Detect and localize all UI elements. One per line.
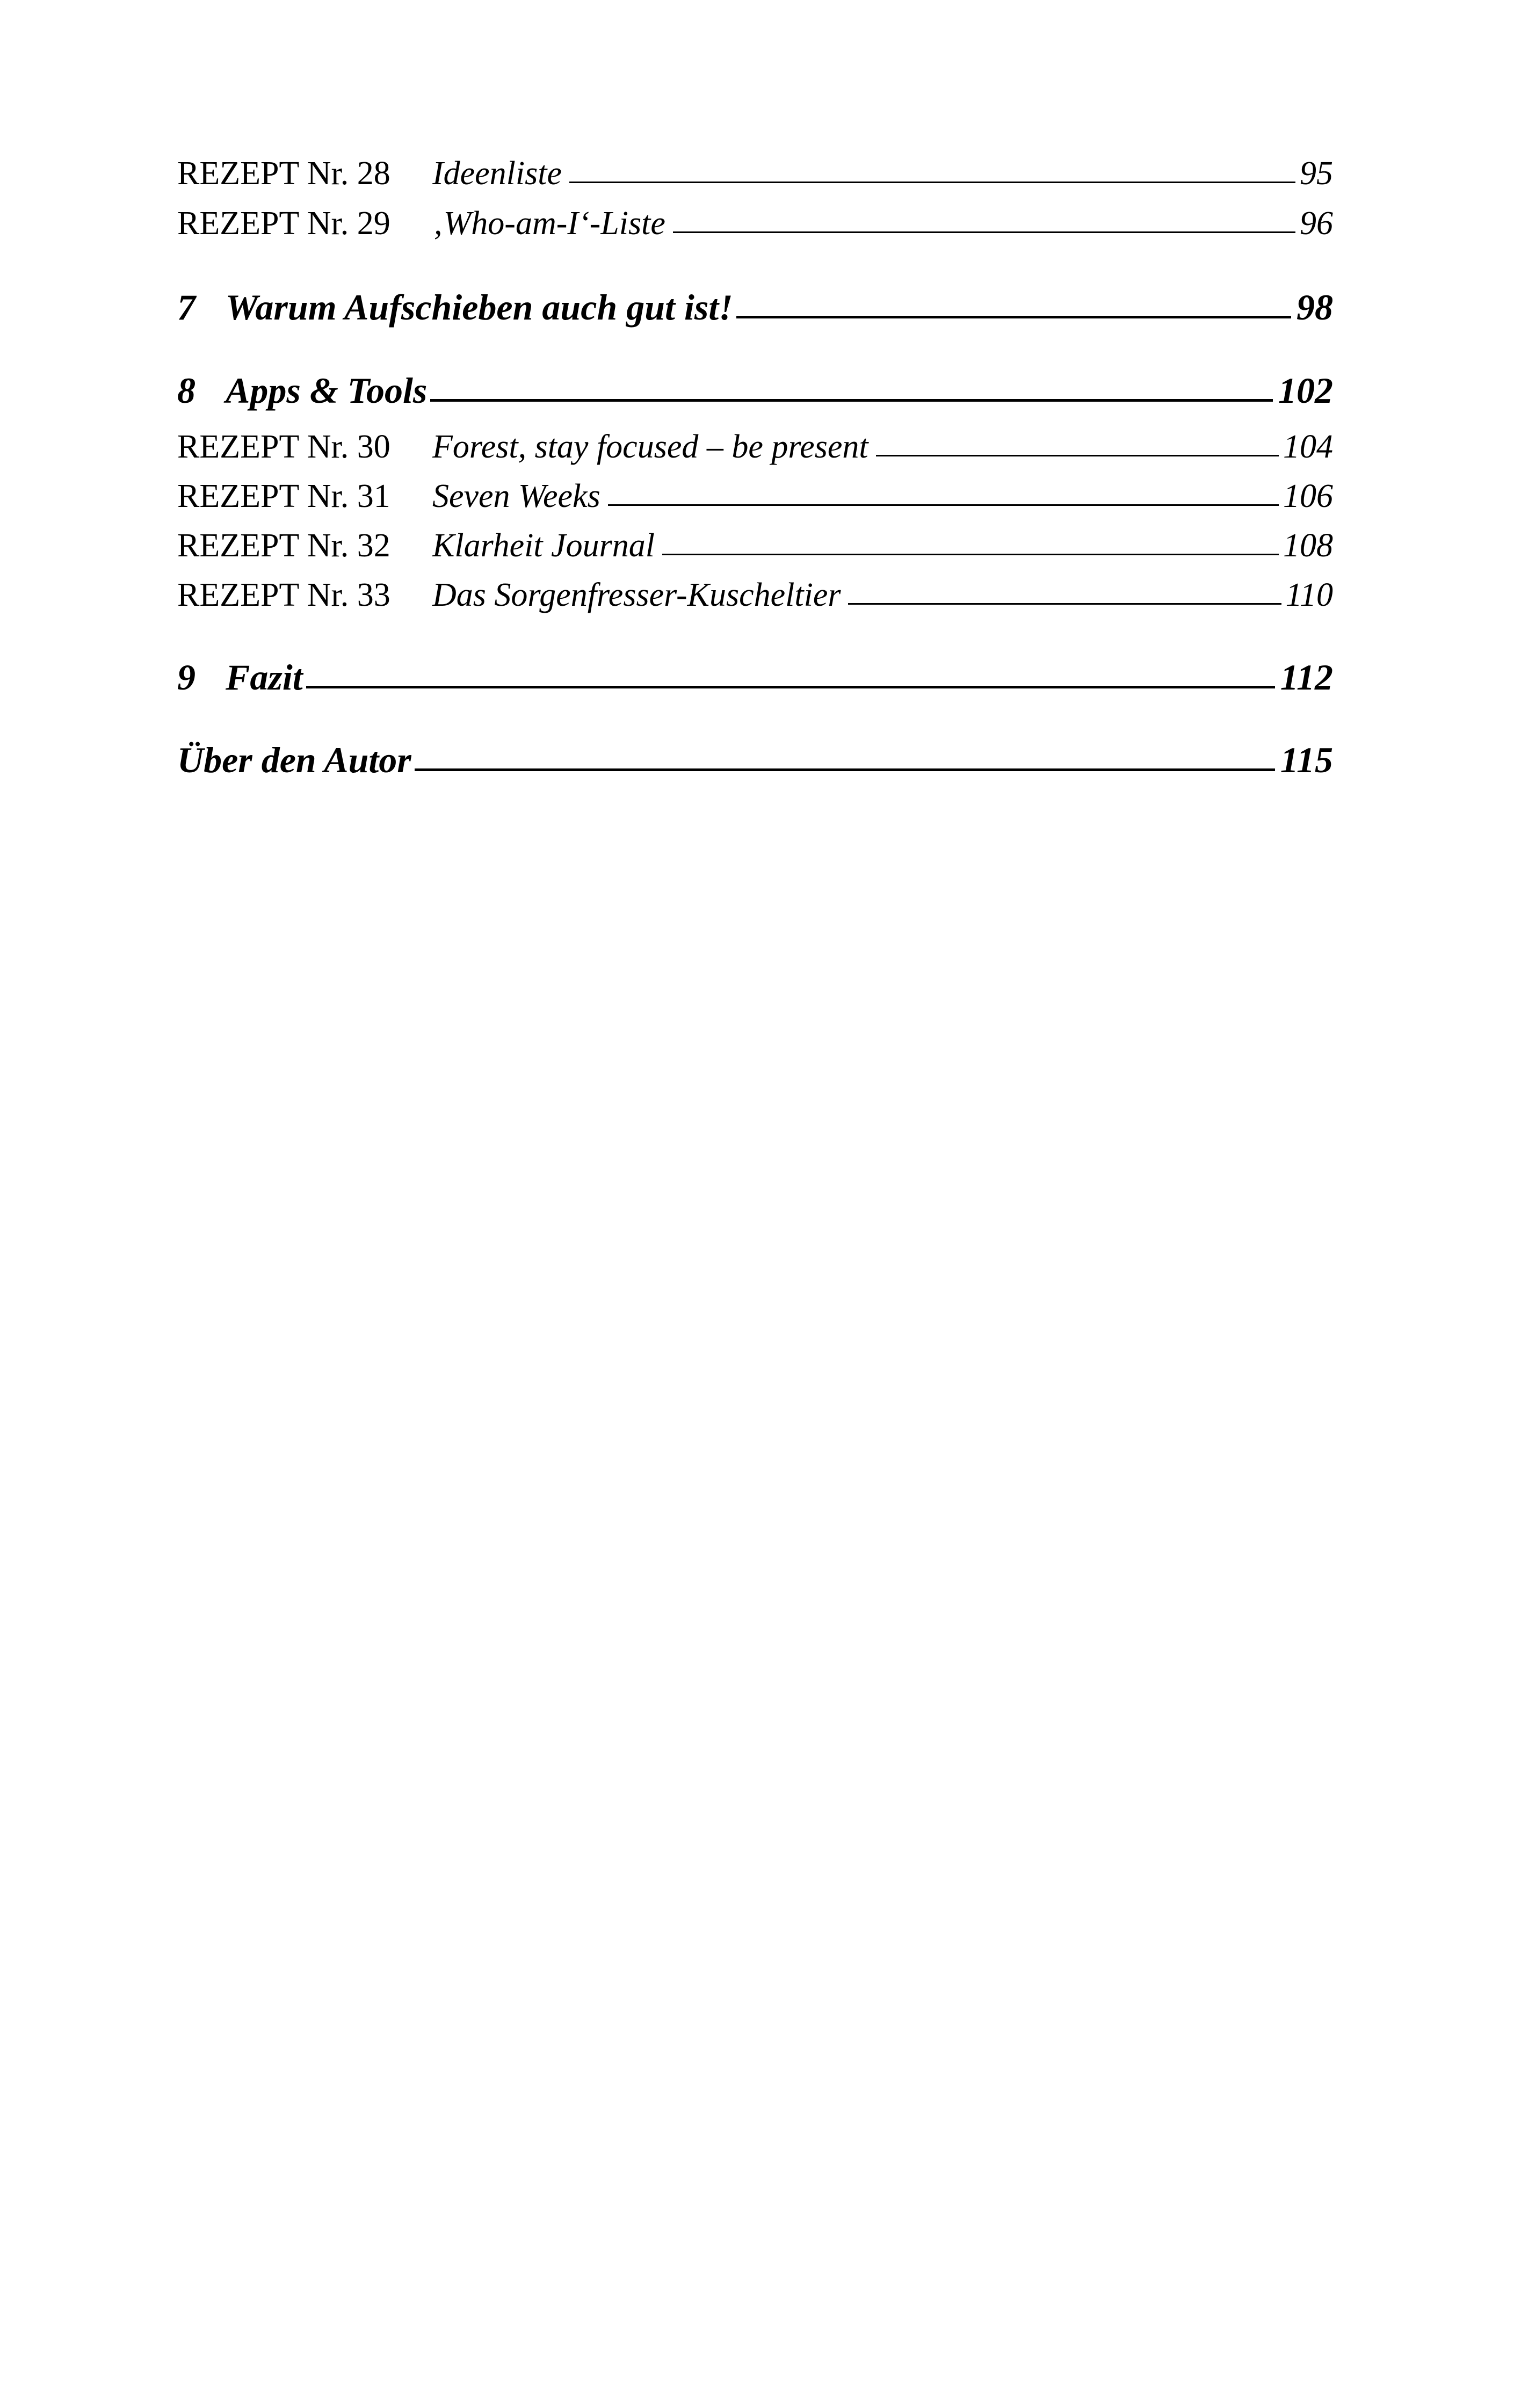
dot-leader	[848, 603, 1281, 605]
recipe-label: REZEPT Nr. 29	[177, 205, 390, 242]
dot-leader	[608, 504, 1279, 506]
page-number: 115	[1280, 739, 1333, 780]
dot-leader	[415, 768, 1275, 771]
recipe-title: Klarheit Journal	[432, 527, 655, 564]
recipe-title: Das Sorgenfresser-Kuscheltier	[432, 577, 841, 613]
dot-leader	[430, 399, 1273, 402]
recipe-label: REZEPT Nr. 33	[177, 577, 390, 613]
toc-entry-chapter-9[interactable]	[177, 653, 1333, 701]
page-number: 112	[1280, 657, 1333, 698]
toc-entry-recipe-29[interactable]	[177, 202, 1333, 245]
toc-entry-recipe-28[interactable]	[177, 152, 1333, 195]
recipe-label: REZEPT Nr. 28	[177, 155, 390, 192]
toc-entry-recipe-30[interactable]	[177, 425, 1333, 468]
dot-leader	[306, 686, 1275, 688]
page-number: 104	[1283, 429, 1333, 465]
recipe-label: REZEPT Nr. 30	[177, 429, 390, 465]
chapter-title: Warum Aufschieben auch gut ist!	[226, 287, 733, 328]
toc-entry-recipe-31[interactable]	[177, 475, 1333, 518]
dot-leader	[662, 554, 1279, 555]
page-number: 108	[1283, 527, 1333, 564]
recipe-label: REZEPT Nr. 32	[177, 527, 390, 564]
toc-entry-chapter-8[interactable]	[177, 366, 1333, 415]
page-number: 96	[1300, 205, 1333, 242]
chapter-title: Fazit	[226, 657, 303, 698]
dot-leader	[569, 182, 1295, 183]
recipe-title: Forest, stay focused – be present	[432, 429, 868, 465]
chapter-number: 9	[177, 657, 195, 698]
page-number: 102	[1278, 370, 1333, 411]
recipe-title: ‚Who-am-I‘-Liste	[432, 205, 665, 242]
recipe-title: Ideenliste	[432, 155, 562, 192]
dot-leader	[876, 455, 1279, 456]
toc-entry-chapter-7[interactable]	[177, 283, 1333, 331]
chapter-number: 8	[177, 370, 195, 411]
chapter-title: Apps & Tools	[226, 370, 428, 411]
dot-leader	[673, 231, 1295, 233]
recipe-title: Seven Weeks	[432, 478, 600, 514]
toc-entry-recipe-33[interactable]	[177, 574, 1333, 616]
toc-entry-recipe-32[interactable]	[177, 524, 1333, 567]
toc-entry-about-author[interactable]	[177, 736, 1333, 784]
chapter-number: 7	[177, 287, 195, 328]
page-number: 110	[1285, 577, 1333, 613]
page-number: 98	[1297, 287, 1333, 328]
page-number: 106	[1283, 478, 1333, 514]
recipe-label: REZEPT Nr. 31	[177, 478, 390, 514]
chapter-title: Über den Autor	[177, 739, 411, 780]
dot-leader	[736, 316, 1291, 318]
page-number: 95	[1300, 155, 1333, 192]
